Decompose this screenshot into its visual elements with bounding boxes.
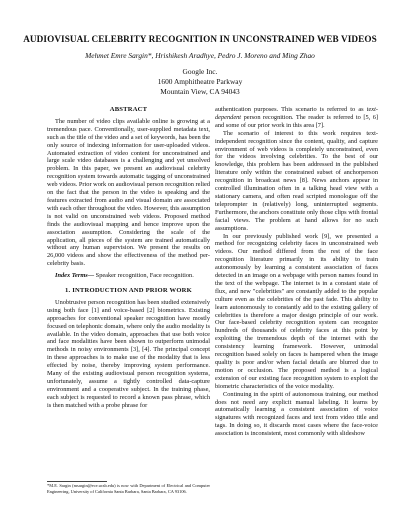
footnote: *M.E. Sargin (msargin@ece.ucsb.edu) is now with Department of Electrical and Computer Engineering, University of California Santa Barbara, Santa Barbara, CA 93106.	[47, 483, 210, 494]
left-column	[47, 106, 210, 410]
index-terms-label: Index Terms—	[55, 272, 95, 280]
index-terms	[47, 272, 210, 280]
right-column	[215, 106, 378, 438]
index-terms-text: Speaker recognition, Face recognition.	[94, 272, 194, 280]
affiliation-org: Google Inc.	[182, 67, 218, 76]
right-p0-post: person recognition. The reader is referred to [5, 6] and some of our prior work in this area [7].	[215, 113, 378, 129]
affiliation-city: Mountain View, CA 94043	[160, 86, 240, 96]
right-p0-em: text-dependent	[215, 106, 378, 121]
affiliation-street: 1600 Amphitheatre Parkway	[157, 76, 243, 86]
paper-title: AUDIOVISUAL CELEBRITY RECOGNITION IN UNCONSTRAINED WEB VIDEOS	[23, 34, 377, 44]
right-paragraph-2: In our previously published work [9], we presented a method for recognizing celebrity faces in unconstrained web videos. Our method differed from the rest of the face recognition literature primarily in its ability to train autonomously by learning a consistent association of faces detected in an image on a webpage with person names found in the text of the webpage. The internet is in a constant state of flux, and new "celebrities" are constantly added to the popular culture even as the celebrities of the past fade. This ability to learn autonomously to constantly add to the existing gallery of celebrities is therefore a major design principle of our work. Our face-based celebrity recognition system can recognize hundreds of thousands of celebrity faces at this point by exploiting the tremendous depth of the internet with the consistency learning framework. However, unimodal recognition based solely on faces is hampered when the image quality is poor and/or when facial details are blurred due to motion or occlusion. The proposed method is a logical extension of our existing face recognition system to exploit the biometric characteristics of the voice modality.	[215, 232, 378, 390]
right-p0-pre: authentication purposes. This scenario is referred to as	[215, 106, 367, 113]
abstract-heading: ABSTRACT	[109, 106, 148, 113]
affiliation	[0, 67, 400, 96]
right-paragraph-1: The scenario of interest to this work requires text-independent recognition since the content, quality, and capture environment of web videos is completely unconstrained, even for the videos involving celebrities. To the best of our knowledge, this problem has been addressed in the published literature only within the constrained subset of anchorperson recognition in broadcast news [8]. News anchors appear in controlled illumination often in a talking head view with a stationary camera, and often read scripted monologue off the teleprompter in (relatively) long, uninterrupted segments. Furthermore, the anchors constitute only those clips with frontal facial views. The problem at hand allows for no such assumptions.	[215, 129, 378, 232]
footnote-divider	[47, 481, 107, 482]
abstract-text: The number of video clips available online is growing at a tremendous pace. Conventionally, user-supplied metadata text, such as the title of the video and a set of keywords, has been the only source of indexing information for user-uploaded videos. Automated extraction of video content for unconstrained and large scale video databases is a challenging and yet unsolved problem. In this paper, we present an audiovisual celebrity recognition system towards automatic tagging of unconstrained web videos. Prior work on audiovisual person recognition relied on the fact that the person in the video is speaking and the features extracted from audio and visual domain are associated with each other throughout the video. However, this assumption is not valid on unconstrained web videos. Proposed method finds the audiovisual mapping and hence improve upon the association assumption. Considering the scale of the application, all pieces of the system are trained automatically without any human supervision. We present the results on 26,000 videos and show the effectiveness of the method per-celebrity basis.	[47, 117, 210, 268]
right-paragraph-3: Continuing in the spirit of autonomous training, our method does not need any explicit manual labeling. It learns by automatically learning a consistent association of voice signatures with recognized faces and text from video title and tags. In doing so, it discards most cases where the face-voice association is inconsistent, most commonly with slideshow	[215, 390, 378, 438]
right-paragraph-0	[215, 106, 378, 130]
author-list: Mehmet Emre Sargin*, Hrishikesh Aradhye, Pedro J. Moreno and Ming Zhao	[85, 51, 315, 60]
intro-paragraph-1: Unobtrusive person recognition has been studied extensively using both face [1] and voice-based [2] biometrics. Existing approaches for conventional speaker recognition have mostly focused on telephonic domain, where only the audio modality is available. In the video domain, approaches that use both voice and face modalities have been shown to outperform unimodal methods in noisy environments [3], [4]. The principal concept in these approaches is to make use of the modality that is less effected by noise, thereby improving system performance. Many of the existing audiovisual person recognition systems, unfortunately, assume a tightly controlled data-capture environment and a cooperative subject. In the training phase, each subject is requested to record a known pass phrase, which is then matched with a probe phrase for	[47, 298, 210, 409]
section-heading-intro: 1. INTRODUCTION AND PRIOR WORK	[65, 287, 192, 295]
